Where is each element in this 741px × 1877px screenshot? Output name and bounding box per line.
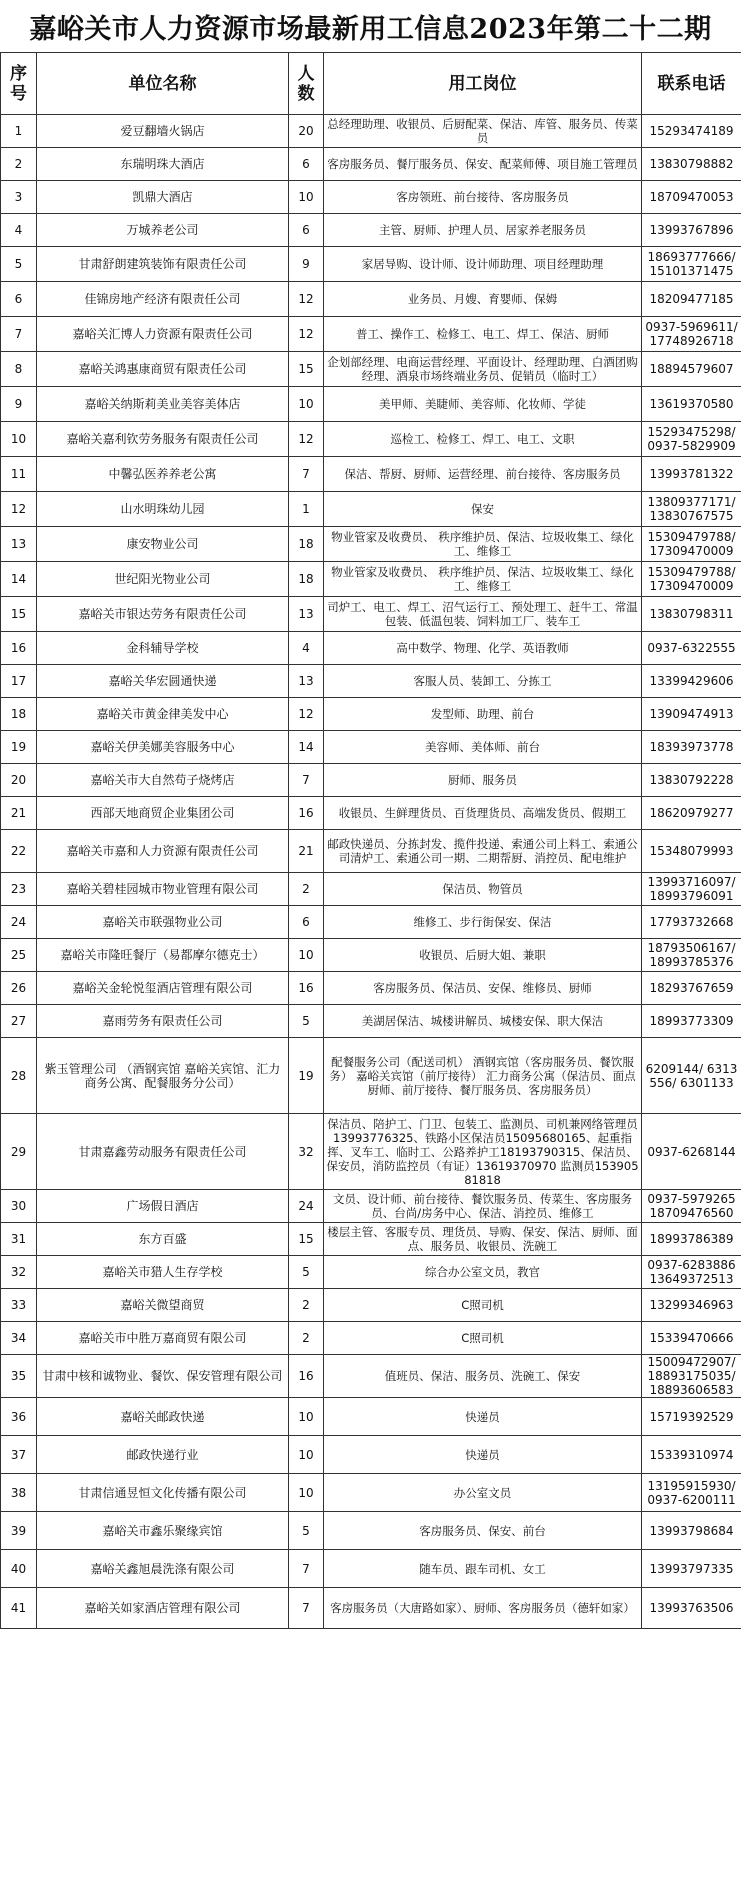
cell-seq: 21: [1, 797, 37, 830]
cell-positions: 快递员: [324, 1398, 642, 1436]
cell-count: 20: [289, 115, 324, 148]
cell-seq: 2: [1, 148, 37, 181]
cell-count: 18: [289, 562, 324, 597]
cell-positions: 值班员、保洁、服务员、洗碗工、保安: [324, 1355, 642, 1398]
cell-positions: 发型师、助理、前台: [324, 698, 642, 731]
cell-seq: 1: [1, 115, 37, 148]
cell-count: 16: [289, 972, 324, 1005]
cell-phone: 18894579607: [642, 352, 741, 387]
table-row: [1, 247, 741, 282]
cell-seq: 14: [1, 562, 37, 597]
cell-count: 2: [289, 1289, 324, 1322]
cell-company: 甘肃信通昱恒文化传播有限公司: [37, 1474, 289, 1512]
header-positions: 用工岗位: [324, 53, 642, 115]
cell-company: 嘉峪关汇博人力资源有限责任公司: [37, 317, 289, 352]
cell-company: 嘉雨劳务有限责任公司: [37, 1005, 289, 1038]
cell-company: 嘉峪关市联强物业公司: [37, 906, 289, 939]
table-row: [1, 1223, 741, 1256]
table-row: [1, 115, 741, 148]
cell-seq: 34: [1, 1322, 37, 1355]
cell-positions: 楼层主管、客服专员、理货员、导购、保安、保洁、厨师、面点、服务员、收银员、洗碗工: [324, 1223, 642, 1256]
table-row: [1, 148, 741, 181]
cell-positions: 客房领班、前台接待、客房服务员: [324, 181, 642, 214]
cell-positions: 美甲师、美睫师、美容师、化妆师、学徒: [324, 387, 642, 422]
cell-company: 邮政快递行业: [37, 1436, 289, 1474]
cell-phone: 13399429606: [642, 665, 741, 698]
cell-count: 21: [289, 830, 324, 873]
cell-seq: 32: [1, 1256, 37, 1289]
cell-company: 中馨弘医养养老公寓: [37, 457, 289, 492]
cell-count: 10: [289, 1474, 324, 1512]
cell-phone: 13993767896: [642, 214, 741, 247]
cell-seq: 20: [1, 764, 37, 797]
cell-phone: 13993797335: [642, 1550, 741, 1588]
cell-positions: 厨师、服务员: [324, 764, 642, 797]
table-row: [1, 181, 741, 214]
table-row: [1, 562, 741, 597]
cell-phone: 0937-5969611/ 17748926718: [642, 317, 741, 352]
table-row: [1, 830, 741, 873]
cell-seq: 28: [1, 1038, 37, 1114]
table-row: [1, 764, 741, 797]
cell-phone: 18793506167/ 18993785376: [642, 939, 741, 972]
cell-company: 嘉峪关如家酒店管理有限公司: [37, 1588, 289, 1629]
cell-seq: 40: [1, 1550, 37, 1588]
cell-company: 嘉峪关市银达劳务有限责任公司: [37, 597, 289, 632]
cell-count: 10: [289, 1436, 324, 1474]
cell-phone: 18393973778: [642, 731, 741, 764]
cell-positions: 邮政快递员、分拣封发、揽件投递、索通公司上料工、索通公司清炉工、索通公司一期、二期帮厨、消控员、配电维护: [324, 830, 642, 873]
header-company: 单位名称: [37, 53, 289, 115]
table-row: [1, 352, 741, 387]
cell-count: 4: [289, 632, 324, 665]
cell-company: 嘉峪关市大自然苟子烧烤店: [37, 764, 289, 797]
cell-company: 广场假日酒店: [37, 1190, 289, 1223]
cell-seq: 31: [1, 1223, 37, 1256]
cell-phone: 18620979277: [642, 797, 741, 830]
cell-positions: 家居导购、设计师、设计师助理、项目经理助理: [324, 247, 642, 282]
cell-positions: 保洁员、物管员: [324, 873, 642, 906]
cell-count: 7: [289, 1550, 324, 1588]
cell-seq: 11: [1, 457, 37, 492]
cell-count: 12: [289, 422, 324, 457]
table-row: [1, 698, 741, 731]
cell-positions: 保洁员、陪护工、门卫、包装工、监测员、司机兼网络管理员13993776325、铁路小区保洁员15095680165、起重指挥、叉车工、临时工、公路养护工18193790315、保洁员、保安员，消防监控员（有证）13619370970 监测员15390581818: [324, 1114, 642, 1190]
cell-company: 嘉峪关鑫旭晨洗涤有限公司: [37, 1550, 289, 1588]
cell-company: 嘉峪关市鑫乐聚缘宾馆: [37, 1512, 289, 1550]
cell-phone: 0937-6268144: [642, 1114, 741, 1190]
cell-company: 嘉峪关伊美娜美容服务中心: [37, 731, 289, 764]
table-row: [1, 906, 741, 939]
cell-positions: 高中数学、物理、化学、英语教师: [324, 632, 642, 665]
table-row: [1, 1005, 741, 1038]
cell-count: 6: [289, 214, 324, 247]
cell-count: 2: [289, 1322, 324, 1355]
cell-count: 15: [289, 352, 324, 387]
cell-phone: 15293475298/ 0937-5829909: [642, 422, 741, 457]
cell-positions: 客房服务员（大唐路如家）、厨师、客房服务员（德轩如家）: [324, 1588, 642, 1629]
cell-count: 12: [289, 317, 324, 352]
cell-seq: 37: [1, 1436, 37, 1474]
cell-count: 15: [289, 1223, 324, 1256]
cell-seq: 3: [1, 181, 37, 214]
cell-seq: 26: [1, 972, 37, 1005]
cell-positions: 综合办公室文员，教官: [324, 1256, 642, 1289]
cell-positions: 快递员: [324, 1436, 642, 1474]
cell-seq: 12: [1, 492, 37, 527]
cell-positions: 物业管家及收费员、 秩序维护员、保洁、垃圾收集工、绿化工、维修工: [324, 527, 642, 562]
cell-positions: 保安: [324, 492, 642, 527]
cell-seq: 19: [1, 731, 37, 764]
table-row: [1, 1474, 741, 1512]
cell-positions: 物业管家及收费员、 秩序维护员、保洁、垃圾收集工、绿化工、维修工: [324, 562, 642, 597]
cell-phone: 13909474913: [642, 698, 741, 731]
cell-company: 嘉峪关市嘉和人力资源有限责任公司: [37, 830, 289, 873]
cell-count: 7: [289, 457, 324, 492]
cell-company: 嘉峪关华宏圆通快递: [37, 665, 289, 698]
cell-seq: 35: [1, 1355, 37, 1398]
cell-positions: 客服人员、装卸工、分拣工: [324, 665, 642, 698]
cell-company: 嘉峪关市中胜万嘉商贸有限公司: [37, 1322, 289, 1355]
cell-phone: 13993798684: [642, 1512, 741, 1550]
table-row: [1, 1190, 741, 1223]
cell-count: 12: [289, 282, 324, 317]
cell-company: 康安物业公司: [37, 527, 289, 562]
cell-count: 5: [289, 1512, 324, 1550]
cell-seq: 27: [1, 1005, 37, 1038]
cell-company: 紫玉管理公司 （酒钢宾馆 嘉峪关宾馆、汇力商务公寓、配餐服务分公司）: [37, 1038, 289, 1114]
table-row: [1, 527, 741, 562]
table-row: [1, 1289, 741, 1322]
table-row: [1, 457, 741, 492]
cell-positions: 美湖居保洁、城楼讲解员、城楼安保、职大保洁: [324, 1005, 642, 1038]
header-phone: 联系电话: [642, 53, 741, 115]
cell-count: 7: [289, 1588, 324, 1629]
table-row: [1, 1038, 741, 1114]
cell-positions: 总经理助理、收银员、后厨配菜、保洁、库管、服务员、传菜员: [324, 115, 642, 148]
cell-count: 16: [289, 1355, 324, 1398]
header-seq: 序 号: [1, 53, 37, 115]
cell-seq: 7: [1, 317, 37, 352]
cell-phone: 15309479788/ 17309470009: [642, 562, 741, 597]
cell-company: 嘉峪关嘉利钦劳务服务有限责任公司: [37, 422, 289, 457]
table-row: [1, 1355, 741, 1398]
cell-company: 西部天地商贸企业集团公司: [37, 797, 289, 830]
cell-phone: 15009472907/ 18893175035/ 18893606583: [642, 1355, 741, 1398]
cell-positions: 主管、厨师、护理人员、居家养老服务员: [324, 214, 642, 247]
table-row: [1, 1588, 741, 1629]
cell-phone: 13830798311: [642, 597, 741, 632]
cell-seq: 30: [1, 1190, 37, 1223]
cell-positions: 收银员、后厨大姐、兼职: [324, 939, 642, 972]
table-row: [1, 1322, 741, 1355]
cell-positions: 办公室文员: [324, 1474, 642, 1512]
cell-positions: 配餐服务公司（配送司机） 酒钢宾馆（客房服务员、餐饮服务） 嘉峪关宾馆（前厅接待） 汇力商务公寓（保洁员、面点厨师、前厅接待、餐厅服务员、客房服务员）: [324, 1038, 642, 1114]
cell-company: 嘉峪关邮政快递: [37, 1398, 289, 1436]
cell-phone: 18693777666/ 15101371475: [642, 247, 741, 282]
cell-count: 14: [289, 731, 324, 764]
table-row: [1, 1550, 741, 1588]
cell-phone: 15339470666: [642, 1322, 741, 1355]
cell-positions: 客房服务员、保洁员、安保、维修员、厨师: [324, 972, 642, 1005]
cell-count: 16: [289, 797, 324, 830]
cell-positions: 收银员、生鲜理货员、百货理货员、高端发货员、假期工: [324, 797, 642, 830]
cell-count: 5: [289, 1005, 324, 1038]
cell-company: 嘉峪关市黄金律美发中心: [37, 698, 289, 731]
cell-seq: 22: [1, 830, 37, 873]
cell-count: 12: [289, 698, 324, 731]
cell-positions: 美容师、美体师、前台: [324, 731, 642, 764]
cell-seq: 16: [1, 632, 37, 665]
table-row: [1, 939, 741, 972]
cell-phone: 15309479788/ 17309470009: [642, 527, 741, 562]
cell-phone: 6209144/ 6313556/ 6301133: [642, 1038, 741, 1114]
table-header: [1, 53, 741, 115]
cell-phone: 13830792228: [642, 764, 741, 797]
cell-positions: 客房服务员、保安、前台: [324, 1512, 642, 1550]
cell-count: 7: [289, 764, 324, 797]
table-row: [1, 873, 741, 906]
table-row: [1, 387, 741, 422]
cell-count: 13: [289, 597, 324, 632]
cell-company: 凯鼎大酒店: [37, 181, 289, 214]
cell-positions: 司炉工、电工、焊工、沼气运行工、预处理工、赶牛工、常温包装、低温包装、饲料加工厂、装车工: [324, 597, 642, 632]
cell-phone: 13830798882: [642, 148, 741, 181]
cell-phone: 18993786389: [642, 1223, 741, 1256]
cell-seq: 4: [1, 214, 37, 247]
cell-count: 2: [289, 873, 324, 906]
cell-seq: 41: [1, 1588, 37, 1629]
cell-positions: 维修工、步行街保安、保洁: [324, 906, 642, 939]
cell-phone: 0937-5979265 18709476560: [642, 1190, 741, 1223]
cell-seq: 10: [1, 422, 37, 457]
cell-seq: 13: [1, 527, 37, 562]
cell-seq: 8: [1, 352, 37, 387]
cell-count: 5: [289, 1256, 324, 1289]
table-row: [1, 665, 741, 698]
cell-phone: 15348079993: [642, 830, 741, 873]
cell-company: 嘉峪关微望商贸: [37, 1289, 289, 1322]
table-row: [1, 1398, 741, 1436]
cell-count: 10: [289, 387, 324, 422]
table-row: [1, 317, 741, 352]
cell-company: 甘肃舒朗建筑装饰有限责任公司: [37, 247, 289, 282]
table-row: [1, 492, 741, 527]
table-row: [1, 422, 741, 457]
cell-phone: 18709470053: [642, 181, 741, 214]
cell-company: 嘉峪关纳斯莉美业美容美体店: [37, 387, 289, 422]
table-row: [1, 1436, 741, 1474]
cell-phone: 13195915930/ 0937-6200111: [642, 1474, 741, 1512]
cell-positions: C照司机: [324, 1322, 642, 1355]
cell-positions: 普工、操作工、检修工、电工、焊工、保洁、厨师: [324, 317, 642, 352]
cell-company: 东瑞明珠大酒店: [37, 148, 289, 181]
table-row: [1, 1512, 741, 1550]
cell-positions: 业务员、月嫂、育婴师、保姆: [324, 282, 642, 317]
cell-count: 1: [289, 492, 324, 527]
table-row: [1, 597, 741, 632]
cell-seq: 36: [1, 1398, 37, 1436]
cell-phone: 13809377171/ 13830767575: [642, 492, 741, 527]
cell-company: 甘肃中核和诚物业、餐饮、保安管理有限公司: [37, 1355, 289, 1398]
cell-phone: 13619370580: [642, 387, 741, 422]
cell-count: 24: [289, 1190, 324, 1223]
cell-company: 嘉峪关市隆旺餐厅（易都摩尔德克士）: [37, 939, 289, 972]
cell-seq: 9: [1, 387, 37, 422]
cell-company: 山水明珠幼儿园: [37, 492, 289, 527]
cell-company: 金科辅导学校: [37, 632, 289, 665]
cell-phone: 0937-6283886 13649372513: [642, 1256, 741, 1289]
cell-seq: 17: [1, 665, 37, 698]
page-title: 嘉峪关市人力资源市场最新用工信息2023年第二十二期: [29, 13, 712, 45]
cell-company: 爱豆翻墙火锅店: [37, 115, 289, 148]
cell-company: 万城养老公司: [37, 214, 289, 247]
cell-phone: 0937-6322555: [642, 632, 741, 665]
cell-seq: 6: [1, 282, 37, 317]
cell-company: 世纪阳光物业公司: [37, 562, 289, 597]
header-count: 人 数: [289, 53, 324, 115]
cell-positions: 企划部经理、电商运营经理、平面设计、经理助理、白酒团购经理、酒泉市场终端业务员、促销员（临时工）: [324, 352, 642, 387]
cell-company: 嘉峪关金轮悦玺酒店管理有限公司: [37, 972, 289, 1005]
cell-count: 32: [289, 1114, 324, 1190]
cell-count: 10: [289, 1398, 324, 1436]
cell-positions: 保洁、帮厨、厨师、运营经理、前台接待、客房服务员: [324, 457, 642, 492]
cell-phone: 17793732668: [642, 906, 741, 939]
cell-positions: 巡检工、检修工、焊工、电工、文职: [324, 422, 642, 457]
cell-company: 东方百盛: [37, 1223, 289, 1256]
cell-count: 18: [289, 527, 324, 562]
cell-count: 19: [289, 1038, 324, 1114]
table-row: [1, 797, 741, 830]
cell-phone: 13993781322: [642, 457, 741, 492]
cell-count: 6: [289, 906, 324, 939]
cell-count: 10: [289, 181, 324, 214]
cell-company: 嘉峪关市猎人生存学校: [37, 1256, 289, 1289]
cell-phone: 18993773309: [642, 1005, 741, 1038]
cell-seq: 18: [1, 698, 37, 731]
cell-count: 9: [289, 247, 324, 282]
cell-seq: 23: [1, 873, 37, 906]
cell-company: 嘉峪关鸿惠康商贸有限责任公司: [37, 352, 289, 387]
cell-company: 甘肃嘉鑫劳动服务有限责任公司: [37, 1114, 289, 1190]
cell-count: 13: [289, 665, 324, 698]
cell-seq: 33: [1, 1289, 37, 1322]
table-row: [1, 282, 741, 317]
table-row: [1, 632, 741, 665]
cell-phone: 15339310974: [642, 1436, 741, 1474]
cell-seq: 39: [1, 1512, 37, 1550]
cell-company: 佳锦房地产经济有限责任公司: [37, 282, 289, 317]
table-row: [1, 972, 741, 1005]
cell-positions: C照司机: [324, 1289, 642, 1322]
cell-phone: 13993716097/ 18993796091: [642, 873, 741, 906]
cell-positions: 随车员、跟车司机、女工: [324, 1550, 642, 1588]
cell-phone: 18293767659: [642, 972, 741, 1005]
cell-seq: 15: [1, 597, 37, 632]
cell-phone: 13299346963: [642, 1289, 741, 1322]
cell-phone: 15719392529: [642, 1398, 741, 1436]
cell-phone: 13993763506: [642, 1588, 741, 1629]
cell-seq: 24: [1, 906, 37, 939]
cell-phone: 18209477185: [642, 282, 741, 317]
cell-seq: 5: [1, 247, 37, 282]
cell-phone: 15293474189: [642, 115, 741, 148]
cell-positions: 客房服务员、餐厅服务员、保安、配菜师傅、项目施工管理员: [324, 148, 642, 181]
cell-seq: 38: [1, 1474, 37, 1512]
job-table: [0, 52, 741, 1629]
cell-count: 6: [289, 148, 324, 181]
table-row: [1, 1114, 741, 1190]
table-row: [1, 1256, 741, 1289]
cell-company: 嘉峪关碧桂园城市物业管理有限公司: [37, 873, 289, 906]
cell-seq: 29: [1, 1114, 37, 1190]
table-row: [1, 731, 741, 764]
table-row: [1, 214, 741, 247]
cell-seq: 25: [1, 939, 37, 972]
cell-count: 10: [289, 939, 324, 972]
cell-positions: 文员、设计师、前台接待、餐饮服务员、传菜生、客房服务员、台尚/房务中心、保洁、消控员、维修工: [324, 1190, 642, 1223]
